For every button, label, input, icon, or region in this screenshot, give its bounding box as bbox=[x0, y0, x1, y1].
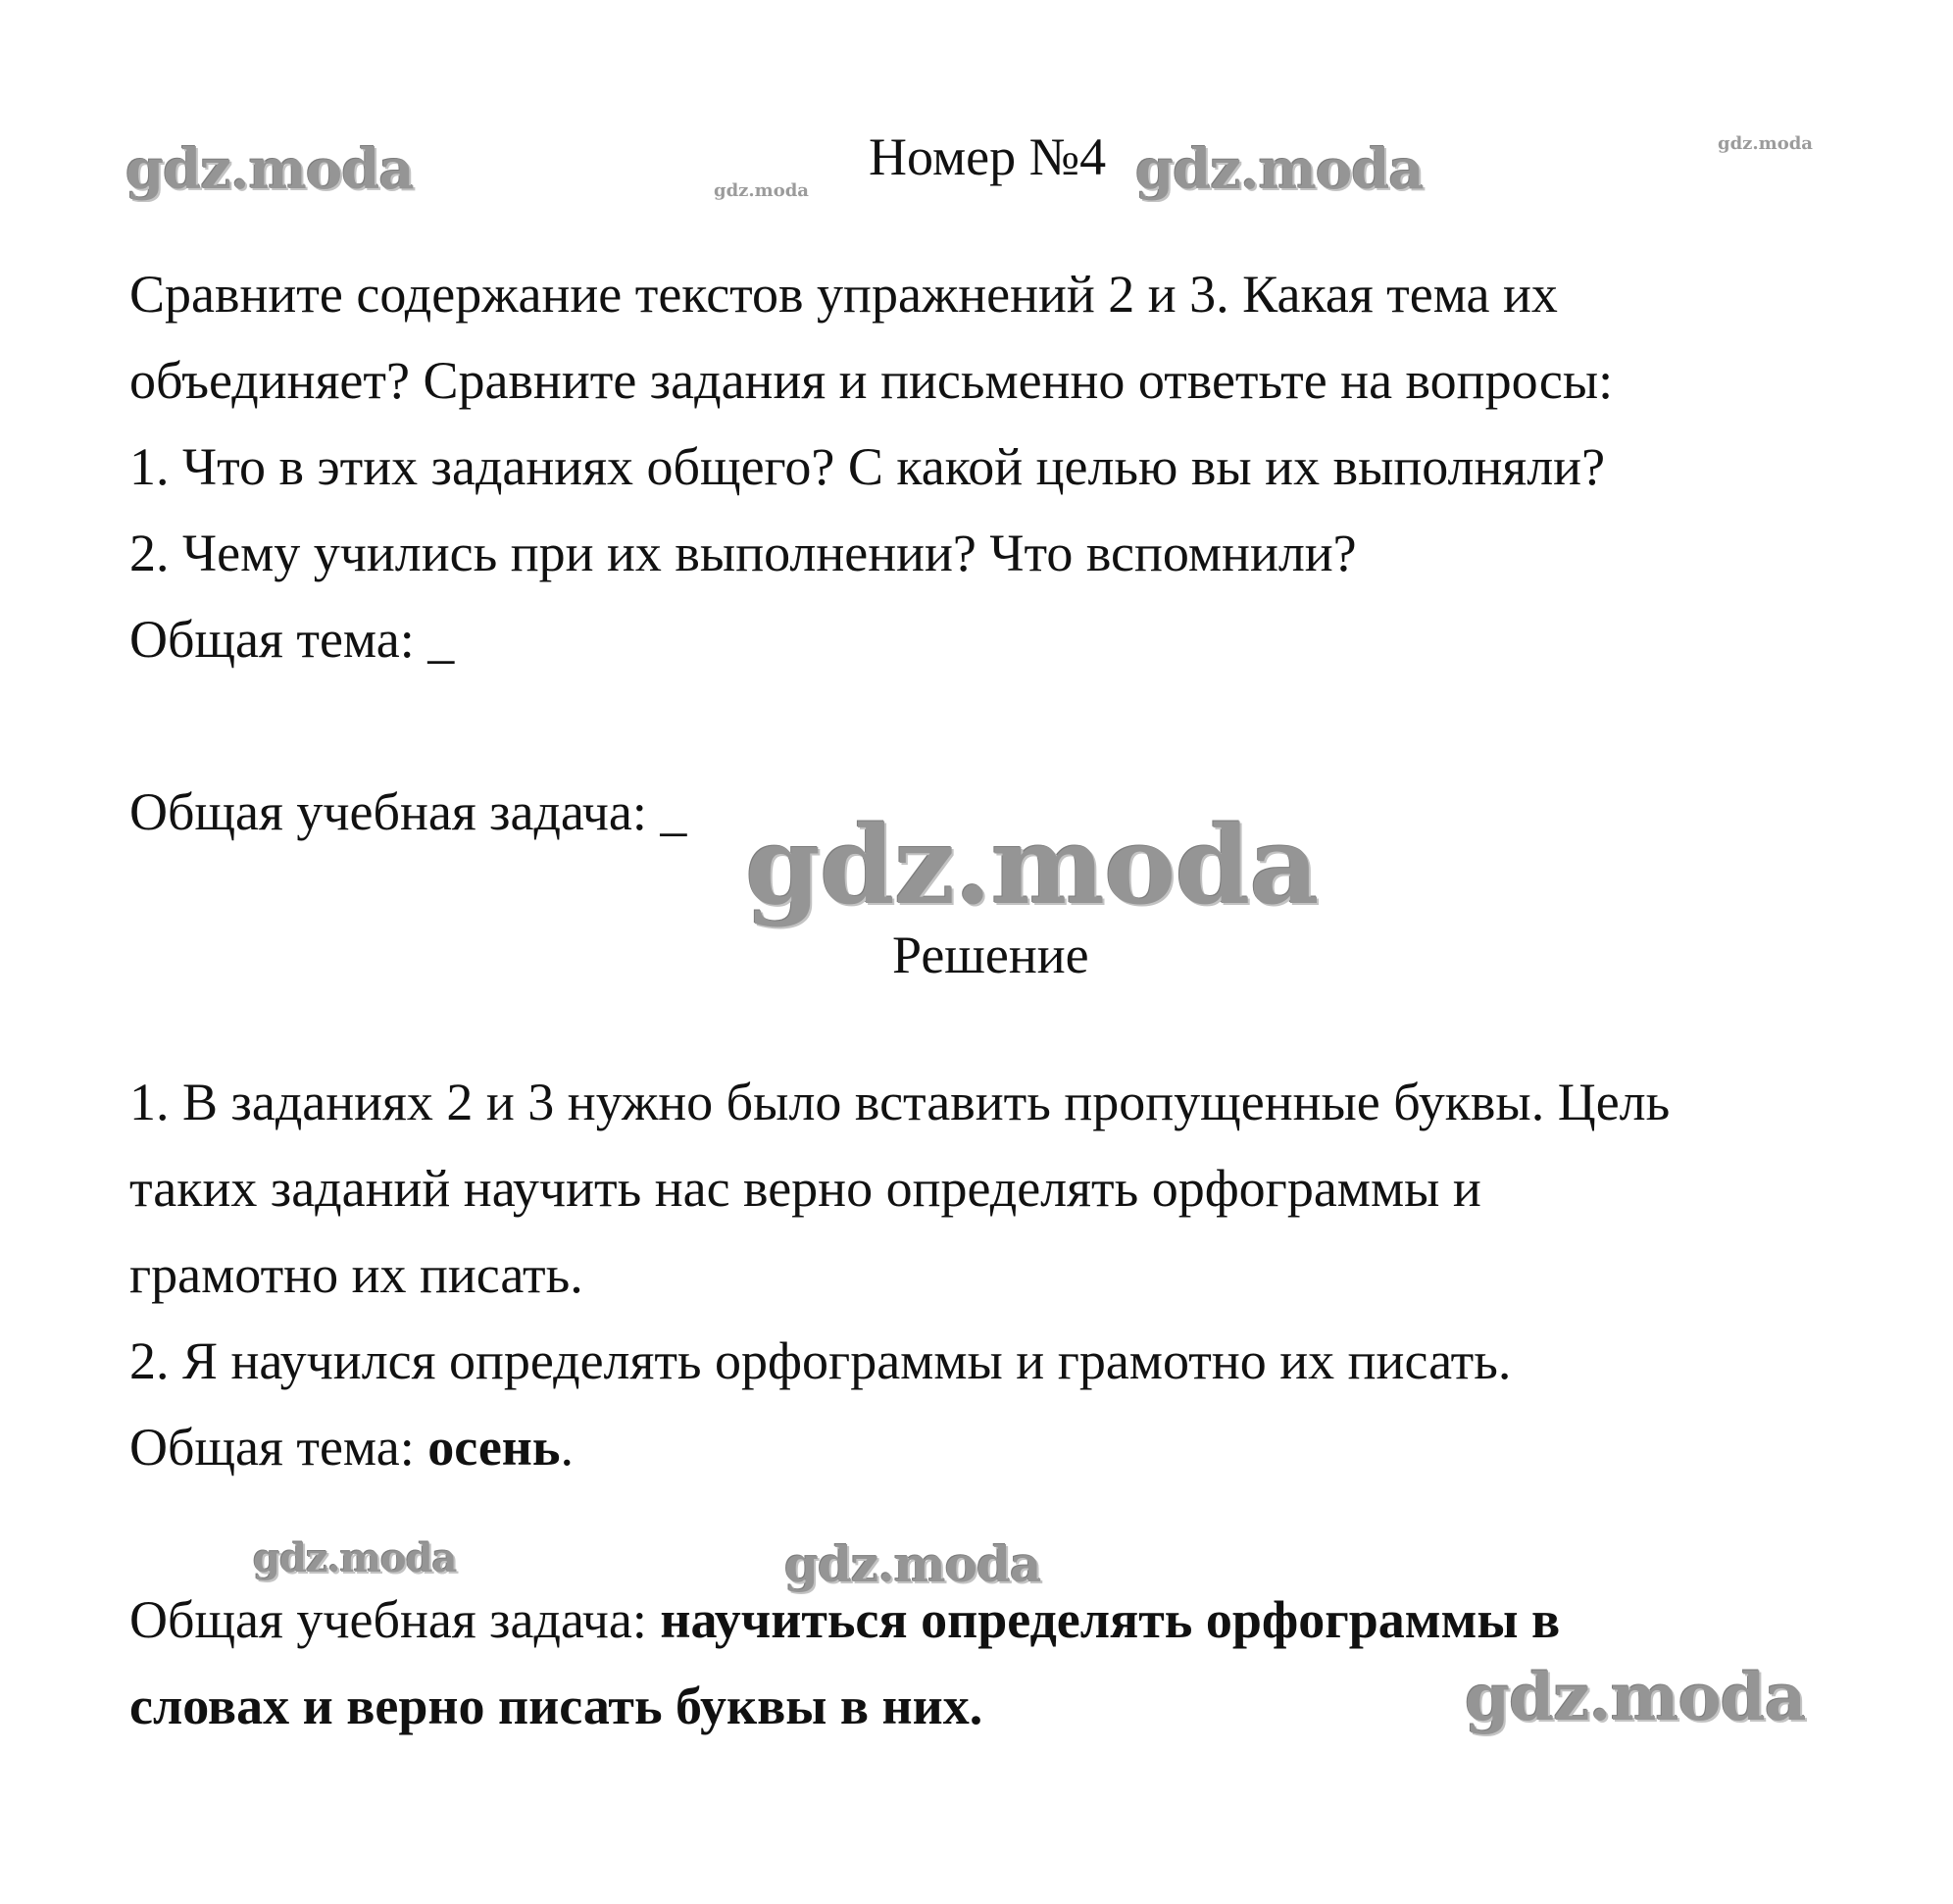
solution-theme-suffix: . bbox=[560, 1418, 574, 1477]
solution-goal-value-1: научиться определять орфограммы в bbox=[660, 1590, 1561, 1649]
task-line-2: объединяет? Сравните задания и письменно ответьте на вопросы: bbox=[129, 351, 1614, 410]
watermark-header: gdz.moda bbox=[1135, 137, 1424, 202]
watermark-top-left: gdz.moda bbox=[125, 137, 414, 202]
solution-goal-prefix: Общая учебная задача: bbox=[129, 1590, 661, 1649]
solution-goal-value-2: словах и верно писать буквы в них. bbox=[129, 1677, 983, 1735]
watermark-small-top-center: gdz.moda bbox=[714, 180, 809, 201]
page-title: Номер №4 bbox=[869, 127, 1107, 186]
task-theme-label: Общая тема: _ bbox=[129, 610, 455, 669]
task-goal-label: Общая учебная задача: _ bbox=[129, 782, 687, 841]
solution-line-3: грамотно их писать. bbox=[129, 1245, 583, 1304]
task-line-1: Сравните содержание текстов упражнений 2 и 3. Какая тема их bbox=[129, 265, 1558, 324]
solution-heading: Решение bbox=[892, 926, 1089, 984]
task-line-3: 1. Что в этих заданиях общего? С какой целью вы их выполняли? bbox=[129, 437, 1606, 496]
solution-line-1: 1. В заданиях 2 и 3 нужно было вставить пропущенные буквы. Цель bbox=[129, 1073, 1671, 1131]
solution-theme-prefix: Общая тема: bbox=[129, 1418, 428, 1477]
task-line-4: 2. Чему учились при их выполнении? Что вспомнили? bbox=[129, 524, 1357, 582]
watermark-bottom-right: gdz.moda bbox=[1465, 1659, 1806, 1735]
solution-line-2: таких заданий научить нас верно определять орфограммы и bbox=[129, 1159, 1481, 1218]
solution-theme-value: осень bbox=[427, 1418, 561, 1477]
watermark-lower-left: gdz.moda bbox=[253, 1535, 457, 1581]
solution-theme bbox=[129, 1416, 574, 1478]
solution-goal-line-1 bbox=[129, 1588, 1560, 1651]
watermark-small-top-right: gdz.moda bbox=[1718, 133, 1813, 154]
watermark-large-center: gdz.moda bbox=[745, 802, 1319, 928]
solution-line-4: 2. Я научился определять орфограммы и грамотно их писать. bbox=[129, 1331, 1512, 1390]
watermark-lower-center: gdz.moda bbox=[784, 1535, 1041, 1593]
